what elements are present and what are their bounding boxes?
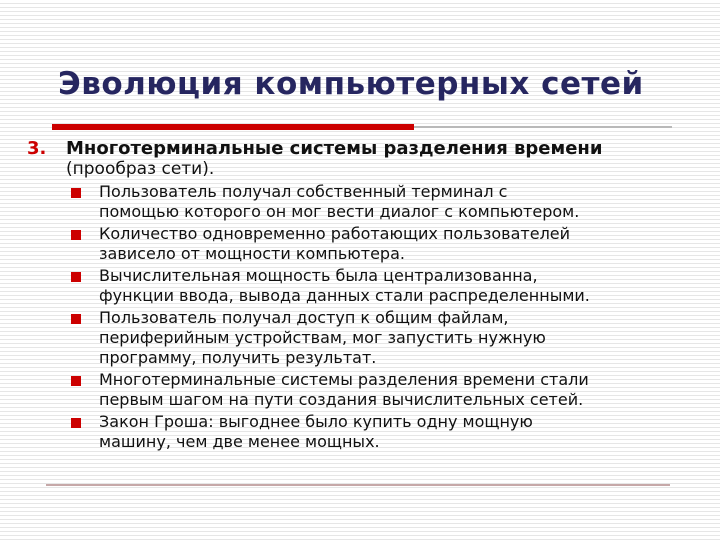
bullet-item xyxy=(0,182,720,222)
bullet-text-line: машину, чем две менее мощных. xyxy=(99,432,380,451)
bullet-text-line: Многотерминальные системы разделения времени стали xyxy=(99,370,589,389)
red-square-icon xyxy=(71,418,81,428)
red-square-icon xyxy=(71,272,81,282)
slide-body xyxy=(0,138,720,452)
red-square-icon xyxy=(71,314,81,324)
point-heading: Многотерминальные системы разделения времени xyxy=(66,138,603,159)
bullet-item xyxy=(0,224,720,264)
title-underline-accent xyxy=(52,124,414,130)
bullet-text-line: периферийным устройствам, мог запустить нужную xyxy=(99,328,546,347)
slide-title: Эволюция компьютерных сетей xyxy=(58,66,644,102)
bullet-text-line: Количество одновременно работающих пользователей xyxy=(99,224,571,243)
bullet-text-line: функции ввода, вывода данных стали распределенными. xyxy=(99,286,590,305)
bullet-item xyxy=(0,370,720,410)
title-underline-rule xyxy=(414,126,672,128)
bullet-text-line: помощью которого он мог вести диалог с компьютером. xyxy=(99,202,580,221)
bullet-text-line: Пользователь получал собственный терминал с xyxy=(99,182,508,201)
red-square-icon xyxy=(71,188,81,198)
red-square-icon xyxy=(71,376,81,386)
bullet-text-line: программу, получить результат. xyxy=(99,348,377,367)
bullet-text-line: первым шагом на пути создания вычислительных сетей. xyxy=(99,390,584,409)
bullet-text-line: Закон Гроша: выгоднее было купить одну мощную xyxy=(99,412,533,431)
bullet-text-line: зависело от мощности компьютера. xyxy=(99,244,405,263)
bullet-text-line: Вычислительная мощность была централизованна, xyxy=(99,266,538,285)
bullet-text-line: Пользователь получал доступ к общим файлам, xyxy=(99,308,509,327)
red-square-icon xyxy=(71,230,81,240)
point-subheading: (прообраз сети). xyxy=(66,159,215,179)
point-number: 3. xyxy=(27,138,47,159)
bullet-item xyxy=(0,266,720,306)
bullet-item xyxy=(0,412,720,452)
numbered-point xyxy=(0,138,720,180)
footer-divider xyxy=(46,484,670,486)
bullet-item xyxy=(0,308,720,368)
bullet-list xyxy=(0,182,720,452)
